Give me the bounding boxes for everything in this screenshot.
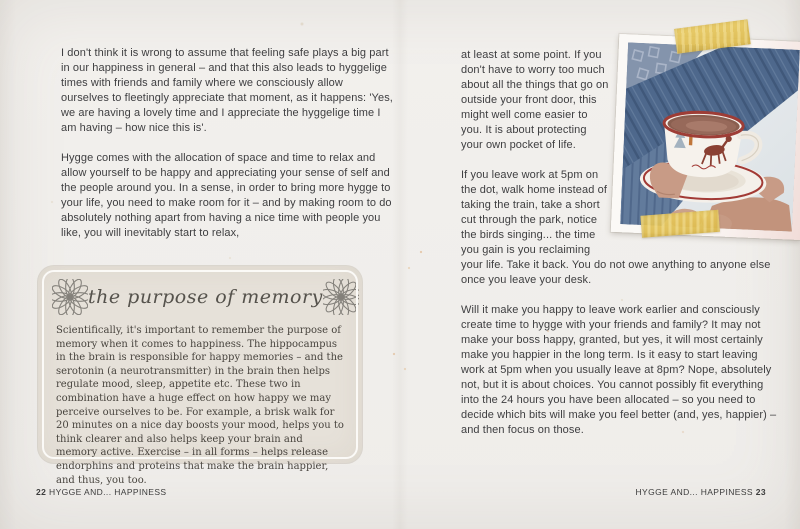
body-paragraph: I don't think it is wrong to assume that feeling safe plays a big part in our happiness in general – and that this also leads to hyggelige times with friends and family where we consciously allow ourselves to fleetingly appreciate that moment, as it happens: 'Yes, we are having a lovely time and I appreciate the hyggelige time I am having – how nice this is'. <box>61 47 393 134</box>
footer-running-title: HYGGE AND... HAPPINESS <box>49 487 167 497</box>
page-number: 23 <box>755 487 766 497</box>
cocoa-cup-photo-image <box>620 42 800 231</box>
page-number: 22 <box>36 487 47 497</box>
footer-running-title: HYGGE AND... HAPPINESS <box>635 487 753 497</box>
cocoa-cup-photo <box>611 34 800 240</box>
photo-float <box>623 40 791 252</box>
left-page-text <box>61 46 394 256</box>
flower-doodle-icon <box>52 279 88 315</box>
body-paragraph: If you leave work at 5pm on the dot, walk home instead of taking the train, take a short cut through the park, notice the birds singing... the time you gain is you reclaiming your life. Take it back. You do not owe anything to anyone else once you leave your desk. <box>461 169 771 286</box>
page-footer-left <box>36 487 166 497</box>
right-page-text <box>461 48 777 453</box>
memory-box-title: the purpose of memory <box>88 286 323 308</box>
flower-doodle-icon <box>323 279 359 315</box>
memory-box <box>38 266 362 486</box>
memory-box-header <box>38 266 362 315</box>
body-paragraph: at least at some point. If you don't have to worry too much about all the things that go on outside your front door, this might well come easier to you. It is about protecting your own pocket of life. <box>461 49 609 151</box>
body-paragraph: Hygge comes with the allocation of space and time to relax and allow yourself to be happy and appreciating your sense of self and the people around you. In a sense, in order to bring more hygge to your life, you need to make room for it – and by making room to do absolutely nothing apart from having a nice time with people you like, you will inevitably start to relax, <box>61 152 392 239</box>
teacup-illustration <box>620 42 800 231</box>
washi-tape-icon <box>640 210 719 238</box>
memory-box-body: Scientifically, it's important to remember the purpose of memory when it comes to happiness. The hippocampus in the brain is responsible for happy memories – and the serotonin (a neurotransmitter) in the brain then helps regulate mood, sleep, appetite etc. These two in combination have a huge effect on how happy we may perceive ourselves to be. For example, a brisk walk for 20 minutes on a nice day boosts your mood, helps you to think clearer and also helps keep your brain and memory active. Exercise – in all forms – helps release endorphins and proteins that make the brain happier, and thus, you too. <box>56 325 344 486</box>
body-paragraph: Will it make you happy to leave work earlier and consciously create time to hygge with your friends and family? It may not make your boss happy, granted, but yes, it will most certainly make you happier in the long term. Is it easy to start leaving work at 5pm when you usually leave at 8pm? Nope, absolutely not, but it is about choices. You cannot possibly fit everything into the 24 hours you have been allocated – so you need to decide which bits will make you feel better (and, yes, happier) – and then focus on those. <box>461 304 777 436</box>
page-footer-right <box>636 487 766 497</box>
